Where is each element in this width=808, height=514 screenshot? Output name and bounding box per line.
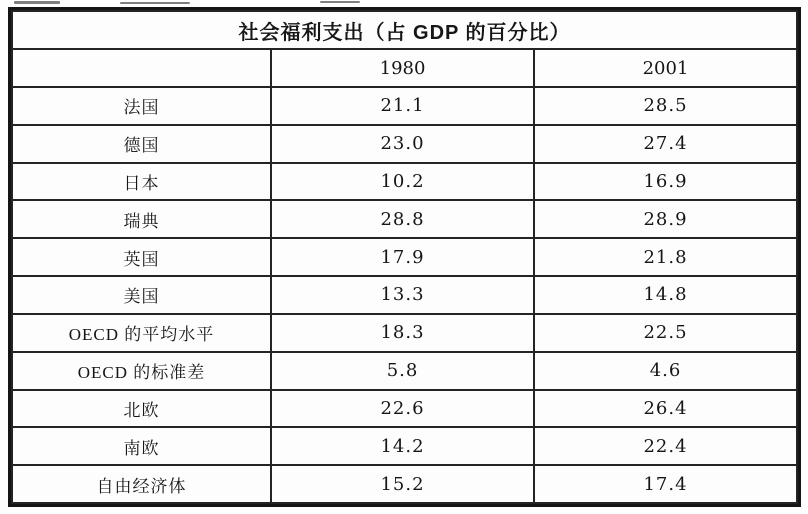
header-1980: 1980 xyxy=(271,49,534,87)
table-row xyxy=(12,427,797,465)
row-label: OECD 的平均水平 xyxy=(12,314,271,352)
table-row xyxy=(12,238,797,276)
row-label: 北欧 xyxy=(12,390,271,428)
table-title: 社会福利支出（占 GDP 的百分比） xyxy=(12,11,797,49)
value-1980: 28.8 xyxy=(271,200,534,238)
value-2001: 4.6 xyxy=(534,352,797,390)
header-empty xyxy=(12,49,271,87)
value-2001: 16.9 xyxy=(534,163,797,201)
value-1980: 10.2 xyxy=(271,163,534,201)
value-1980: 23.0 xyxy=(271,125,534,163)
table-row xyxy=(12,390,797,428)
value-2001: 22.4 xyxy=(534,427,797,465)
row-label: OECD 的标准差 xyxy=(12,352,271,390)
value-2001: 21.8 xyxy=(534,238,797,276)
value-2001: 28.5 xyxy=(534,87,797,125)
value-2001: 17.4 xyxy=(534,465,797,503)
scan-artifact xyxy=(14,1,60,4)
table-row xyxy=(12,125,797,163)
row-label: 南欧 xyxy=(12,427,271,465)
table-row xyxy=(12,87,797,125)
header-2001: 2001 xyxy=(534,49,797,87)
table-row xyxy=(12,352,797,390)
table-row xyxy=(12,276,797,314)
row-label: 英国 xyxy=(12,238,271,276)
value-1980: 18.3 xyxy=(271,314,534,352)
value-1980: 13.3 xyxy=(271,276,534,314)
table-row xyxy=(12,465,797,503)
table-header-row xyxy=(12,49,797,87)
row-label: 德国 xyxy=(12,125,271,163)
scan-artifact xyxy=(120,2,190,4)
value-1980: 17.9 xyxy=(271,238,534,276)
table-frame xyxy=(8,7,801,507)
table-row xyxy=(12,163,797,201)
row-label: 日本 xyxy=(12,163,271,201)
value-1980: 21.1 xyxy=(271,87,534,125)
table-row xyxy=(12,314,797,352)
row-label: 法国 xyxy=(12,87,271,125)
row-label: 自由经济体 xyxy=(12,465,271,503)
value-2001: 22.5 xyxy=(534,314,797,352)
row-label: 瑞典 xyxy=(12,200,271,238)
value-1980: 14.2 xyxy=(271,427,534,465)
table-row xyxy=(12,200,797,238)
table-title-row xyxy=(12,11,797,49)
value-2001: 28.9 xyxy=(534,200,797,238)
welfare-spending-table xyxy=(11,10,798,504)
row-label: 美国 xyxy=(12,276,271,314)
value-1980: 22.6 xyxy=(271,390,534,428)
value-2001: 14.8 xyxy=(534,276,797,314)
scan-artifact xyxy=(320,1,360,3)
value-1980: 5.8 xyxy=(271,352,534,390)
value-2001: 26.4 xyxy=(534,390,797,428)
value-1980: 15.2 xyxy=(271,465,534,503)
value-2001: 27.4 xyxy=(534,125,797,163)
